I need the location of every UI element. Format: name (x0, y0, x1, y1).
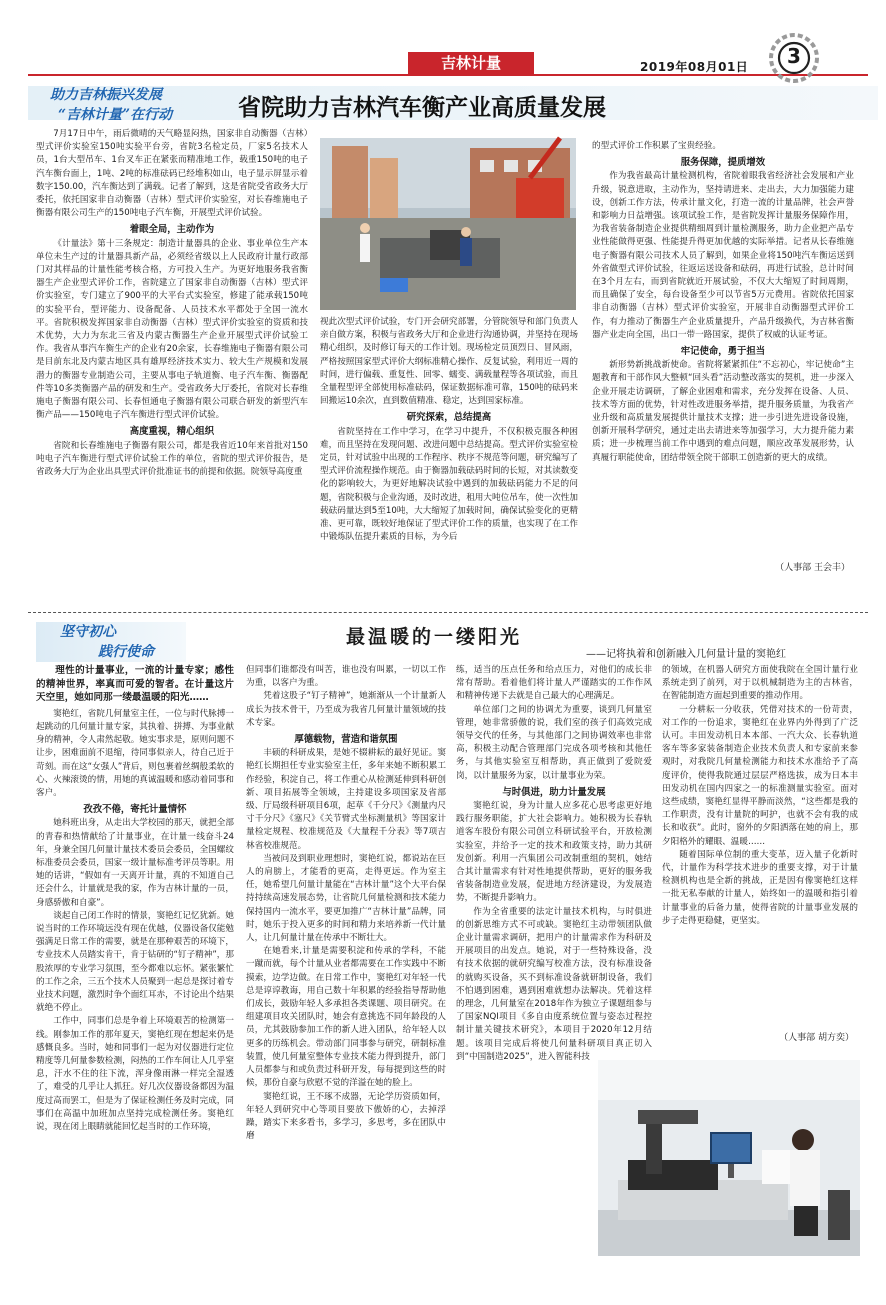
subheading: 高度重视，精心组织 (129, 426, 215, 438)
article2-slogan-line1: 坚守初心 (60, 624, 116, 640)
article2-column-4: 的领域，在机器人研究方面使我院在全国计量行业系统走到了前列，对于以机械制造为主的吉林省，在智能制造方面起到重要的推动作用。 一分耕耘一分收获，凭借对技术的一份苛责，对工作的一份追求，窦艳红在业界内外得到了广泛认可。丰田发动机日本本部、一汽大众、长春轨道客车等多家装备制造企业技术负责人和专家前来参观时，对我院几何量检测能力和技术水准给予了高度评价，使得我院通过层层严格选拔，成为日本丰田发动机在国内四家之一的标准测量实验室。面对这些成绩，窦艳红显得平静而淡然，“这些都是我的工作职责，没有计量院的呵护，也就不会有我的成长和收获”。此时，窗外的夕阳洒落在她的肩上，那夕阳格外的耀眼、温暖…… 随着国际单位制的重大变革，迈入量子化新时代，计量作为科学技术进步的重要支撑，对于计量检测机构也是全新的挑战，正是因有像窦艳红这样一批无私奉献的计量人，始终如一的温暖和指引着计量事业的后备力量，使得省院的计量事业发展的步子走得更稳健，更坚实。 (662, 664, 858, 1024)
article1-column-3: 的型式评价工作积累了宝贵经验。 服务保障，提质增效 作为我省最高计量检测机构，省院着眼我省经济社会发展和产业升级，锐意进取，主动作为，坚持请进来、走出去，大力加强能力建设，创新工作方法，传承计量文化，打造一流的计量品牌，社会声誉和影响力日益增强。该项试验工作，是省院发挥计量服务保障作用，为我省装备制造企业提供精细周到计量检测服务，助力企业把产品专业性能做得更强、性能提升得更加优越的实际举措。记者从长春维施电子衡器有限公司技术人员了解到，如果企业将150吨汽车衡运送到外省做型式评价试验，往返运送设备和砝码，再进行试验，总计时间在3个月左右，而到省院就近开展试验，不仅大大缩短了时间周期，而且确保了安全，每台设备至少可以节省5万元费用。省院依托国家非自动衡器（吉林）型式评价实验室，开展非自动衡器型式评价工作，有力推动了衡器生产企业质量提升，产品升级换代，为吉林省衡器产业走向全国，出口一带一路国家，提供了权威的认证考证。 牢记使命，勇于担当 新形势新挑战新使命。省院将紧紧抓住“不忘初心，牢记使命”主题教育和干部作风大整顿“回头看”活动整改落实的契机，进一步深入企业开展走访调研，了解企业困难和需求，充分发挥在设备、人员、技术等方面的优势，针对性改进服务举措，提升服务质量，为我省产业升级和高质量发展提供计量技术支撑；进一步引进先进设备设施，创新开展科学研究，通过走出去请进来等加强学习，大力提升能力素质；进一步梳理当前工作中遇到的难点问题，顺应改革发展形势，认真履行职能使命，团结带领全院干部职工创造新的更大的成绩。 (592, 140, 854, 550)
paragraph: 当被问及到职业理想时，窦艳红说，都说站在巨人的肩膀上，才能看的更高，走得更远。作为室主任，她希望几何量计量能在“吉林计量”这个大平台保持持续高速发展态势，让省院几何量检测和技术能力保持国内一流水平，要更加推广“吉林计量”品牌，同时，她乐于投入更多的时间和精力来培养新一代计量人，让几何量计量在传承中不断壮大。 (246, 853, 446, 944)
article1-credit: （人事部 王会丰） (775, 563, 850, 573)
article2-credit: （人事部 胡方奕） (779, 1033, 854, 1043)
paragraph: 省院坚持在工作中学习，在学习中提升，不仅积极克服各种困难，而且坚持在发现问题、改进问题中总结提高。型式评价实验室检定员，针对试验中出现的工作程序、秩序不规范等问题，研究编写了型式评价流程操作规范。由于衡器加载砝码时间的长短，对其读数变化的影响较大，为更好地解决试验中遇到的加载砝码能力不足的问题，省院积极与企业沟通，及时改进，租用大吨位吊车，使一次性加载砝码量达到5至10吨，大大缩短了加载时间，确保试验变化的更精准、更可靠，既较好地保证了型式评价工作的质量，也实现了在工作中锻炼队伍提升素质的目标，为今后 (320, 426, 578, 543)
paragraph: 在她看来,计量是需要积淀和传承的学科，不能一蹴而就，每个计量从业者都需要在工作实践中不断摸索，边学边做。在日常工作中，窦艳红对年轻一代总是谆谆教诲，用自己数十年积累的经验指导帮助他们成长，鼓励年轻人多承担各类课题、项目研究。在组建项目攻关团队时，她会有意挑选不同年龄段的人员，尤其鼓励参加工作的新人进入团队，给年轻人以更多的历练机会。带动部门同事参与研究，研制标准装置，使几何量室整体专业技术能力得到提升，部门人员都参与和或负责过科研开发，每每提到这些的时候，那份自豪与欣慰不觉的洋溢在她的脸上。 (246, 946, 446, 1089)
paragraph: 作为全省重要的法定计量技术机构，与时俱进的创新思维方式不可或缺。窦艳红主动带领团队做企业计量需求调研，把用户的计量需求作为科研及开展项目的出发点。她说，对于一些特殊设备，没有技术依据的就研究编写校准方法，没有标准设备的就购买设备，买不到标准设备就研制设备，我们不怕遇到困难，遇到困难就想办法解决。凭着这样的理念，几何量室在2018年作为独立子课题组参与了国家NQI项目《多自由度系统位置与姿态过程控制计量关键技术研究》，本项目于2020年12月结题。该项目完成后将使几何量科研项目真正切入到“中国制造2025”，进入智能科技 (456, 906, 652, 1062)
photo-measurement-lab (598, 1060, 860, 1256)
paragraph: 窦艳红说，王不琢不成器，无论学历资质如何，年轻人到研究中心等项目要放下傲娇的心，去掉浮躁，踏实下来多看书，多学习，多思考，多在团队中磨 (246, 1091, 446, 1142)
subheading: 着眼全局，主动作为 (129, 224, 215, 236)
paragraph: 单位部门之间的协调尤为重要，谈到几何量室管理，她非常骄傲的说，我们室的孩子们高效完成领导交代的任务，与其他部门之间协调效率也非常高，积极主动配合管理部门完成各项考核和其他任务，与其他实验室互相帮助，真正做到了爱院爱岗，以计量服务为家，以计量事业为荣。 (456, 704, 652, 781)
paragraph: 省院和长春维施电子衡器有限公司，都是我省近10年来首批对150吨电子汽车衡进行型式评价试验工作的单位，省院的型式评价报告，是省政务大厅为企业出具型式评价批准证书的前提和依据。院领导高度重 (36, 440, 308, 478)
subheading: 孜孜不倦，寄托计量情怀 (83, 804, 187, 816)
article-separator (28, 612, 868, 613)
issue-date: 2019年08月01日 (640, 60, 749, 74)
paragraph: 凭着这股子“钉子精神”，她渐渐从一个计量新人成长为技术骨干，乃至成为我省几何量计量领域的技术专家。 (246, 691, 446, 728)
paragraph: 她科班出身，从走出大学校园的那天，就把全部的青春和热情献给了计量事业，在计量一线奋斗24年，身兼全国几何量计量技术委员会委员，全国螺纹标准委员会委员，国家一级计量标准考评员等职。用她的话讲，“假如有一天离开计量，真的不知道自己还会什么，计量就是我的家，作为吉林计量的一员，身感骄傲和自豪”。 (36, 818, 234, 908)
subheading: 服务保障，提质增效 (680, 157, 766, 169)
article2-column-1 (36, 664, 234, 1294)
article2-headline: 最温暖的一缕阳光 (346, 626, 523, 648)
photo-truck-scale-test (320, 138, 576, 310)
article2-subheadline: ——记将执着和创新融入几何量计量的窦艳红 (586, 649, 786, 660)
page-number: 3 (787, 44, 801, 68)
subheading: 牢记使命，勇于担当 (680, 346, 766, 358)
paragraph: 作为我省最高计量检测机构，省院着眼我省经济社会发展和产业升级，锐意进取，主动作为，坚持请进来、走出去，大力加强能力建设，创新工作方法，传承计量文化，打造一流的计量品牌，社会声誉和影响力日益增强。该项试验工作，是省院发挥计量服务保障作用，为我省装备制造企业提供精细周到计量检测服务，助力企业把产品专业性能做得更强、性能提升得更加优越的实际举措。记者从长春维施电子衡器有限公司技术人员了解到，如果企业将150吨汽车衡运送到外省做型式评价试验，往返运送设备和砝码，再进行试验，总计时间在3个月左右，而到省院就近开展试验，不仅大大缩短了时间周期，而且确保了安全，每台设备至少可以节省5万元费用。省院依托国家非自动衡器（吉林）型式评价实验室，开展非自动衡器型式评价工作，有力推动了衡器生产企业质量提升，产品升级换代，为吉林省衡器产业走向全国，出口一带一路国家，提供了权威的认证考证。 (592, 171, 854, 340)
subheading: 厚德载物，营造和谐氛围 (294, 734, 398, 746)
section-badge: 吉林计量 (408, 52, 534, 74)
subheading: 与时俱进，助力计量发展 (502, 786, 606, 798)
paragraph: 新形势新挑战新使命。省院将紧紧抓住“不忘初心，牢记使命”主题教育和干部作风大整顿“回头看”活动整改落实的契机，进一步深入企业开展走访调研，了解企业困难和需求，充分发挥在设备、人员、技术等方面的优势，针对性改进服务举措，提升服务质量，为我省产业升级和高质量发展提供计量技术支撑；进一步引进先进设备设施，创新开展科学研究，通过走出去请进来等加强学习，大力提升能力素质；进一步梳理当前工作中遇到的难点问题，顺应改革发展形势，认真履行职能使命，团结带领全院干部职工创造新的更大的成绩。 (592, 360, 854, 463)
paragraph: 随着国际单位制的重大变革，迈入量子化新时代，计量作为科学技术进步的重要支撑，对于计量检测机构也是全新的挑战，正是因有像窦艳红这样一批无私奉献的计量人，始终如一的温暖和指引着计量事业的后备力量，使得省院的计量事业发展的步子走得更稳健，更坚实。 (662, 849, 858, 926)
subheading: 研究探索，总结提高 (406, 412, 492, 424)
paragraph: 窦艳红说，身为计量人应多花心思考虑更好地践行服务职能，扩大社会影响力。她积极为长春轨道客车股份有限公司创立科研试验平台，开放检测实验室，并给予一定的技术和政策支持，助力其研发创新。利用一汽集团公司改制重组的契机，她结合其计量需求有针对性地提供帮助，更好的服务我省装备制造业发展，促进地方经济建设，为发展造势，不断提升影响力。 (456, 801, 652, 904)
paragraph: 丰硕的科研成果，是她不辍耕耘的最好见证。窦艳红长期担任专业实验室主任，多年来她不断积累工作经验，积淀自己，将工作重心从检测延伸到科研创新、项目拓展等全领域，主持建设多项国家及省部级、厅局级科研项目6项，起草《千分尺》《测量内尺寸千分尺》《塞尺》《关节臂式坐标测量机》等国家计量检定规程、校准规范及《大量程千分表》等7项吉林省校准规范。 (246, 748, 446, 851)
paragraph: 7月17日中午，雨后微晴的天气略显闷热，国家非自动衡器（吉林）型式评价实验室150吨实验平台旁，省院3名检定员，厂家5名技术人员，1台大型吊车、1台叉车正在紧张而精准地工作，载重150吨的电子汽车衡台面上，1吨、2吨的标准砝码已经堆积如山，电子显示屏显示着数字150.00，汽车衡达到了满载。记者了解到，这是省院受省政务大厅委托，依托国家非自动衡器（吉林）型式评价实验室，对长春维施电子衡器有限公司生产的150吨电子汽车衡，开展型式评价试验。 (36, 129, 308, 219)
article2-column-2: 但同事们谁都没有叫苦，谁也没有叫累，一切以工作为重，以客户为重。 凭着这股子“钉子精神”，她渐渐从一个计量新人成长为技术骨干，乃至成为我省几何量计量领域的技术专家。 厚德载物，营造和谐氛围 丰硕的科研成果，是她不辍耕耘的最好见证。窦艳红长期担任专业实验室主任，多年来她不断积累工作经验，积淀自己，将工作重心从检测延伸到科研创新、项目拓展等全领域，主持建设多项国家及省部级、厅局级科研项目6项，起草《千分尺》《测量内尺寸千分尺》《塞尺》《关节臂式坐标测量机》等国家计量检定规程、校准规范及《大量程千分表》等7项吉林省校准规范。 当被问及到职业理想时，窦艳红说，都说站在巨人的肩膀上，才能看的更高，走得更远。作为室主任，她希望几何量计量能在“吉林计量”这个大平台保持持续高速发展态势，让省院几何量检测和技术能力保持国内一流水平，要更加推广“吉林计量”品牌，同时，她乐于投入更多的时间和精力来培养新一代计量人，让几何量计量在传承中不断壮大。 在她看来,计量是需要积淀和传承的学科，不能一蹴而就，每个计量从业者都需要在工作实践中不断摸索，边学边做。在日常工作中，窦艳红对年轻一代总是谆谆教诲，用自己数十年积累的经验指导帮助他们成长，鼓励年轻人多承担各类课题、项目研究。在组建项目攻关团队时，她会有意挑选不同年龄段的人员，尤其鼓励参加工作的新人进入团队，给年轻人以更多的历练机会。带动部门同事参与研究，研制标准装置，使几何量室整体专业技术能力得到提升，部门人员都参与和或负责过科研开发，每每提到这些的时候，那份自豪与欣慰不觉的洋溢在她的脸上。 窦艳红说，王不琢不成器，无论学历资质如何，年轻人到研究中心等项目要放下傲娇的心，去掉浮躁，踏实下来多看书，多学习，多思考，多在团队中磨 (246, 664, 446, 1294)
paragraph: 工作中，同事们总是争着上环境艰苦的检测第一线。刚参加工作的那年夏天，窦艳红现在想起来仍是感慨良多。当时，她和同事们一起为对仪器进行定位精度等几何量参数检测，闷热的工作车间让人几乎窒息，汗水不住的往下流，浑身像雨淋一样完全湿透了，难受的几乎让人抓狂。好几次仪器设备都因为温度过高而罢工，但是为了保证检测任务及时完成，同事们在高温中加班加点坚持完成检测任务。窦艳红说，现在闭上眼睛就能回忆起当时的工作环境， (36, 1016, 234, 1133)
article2-column-3: 练，适当的压点任务和给点压力，对他们的成长非常有帮助。看着他们将计量人严谨踏实的工作作风和精神传递下去就是自己最大的心理满足。 单位部门之间的协调尤为重要，谈到几何量室管理，她非常骄傲的说，我们室的孩子们高效完成领导交代的任务，与其他部门之间协调效率也非常高，积极主动配合管理部门完成各项考核和其他任务，与其他实验室互相帮助，真正做到了爱院爱岗，以计量服务为家，以计量事业为荣。 与时俱进，助力计量发展 窦艳红说，身为计量人应多花心思考虑更好地践行服务职能，扩大社会影响力。她积极为长春轨道客车股份有限公司创立科研试验平台，开放检测实验室，并给予一定的技术和政策支持，助力其研发创新。利用一汽集团公司改制重组的契机，她结合其计量需求有针对性地提供帮助，更好的服务我省装备制造业发展，促进地方经济建设，为发展造势，不断提升影响力。 作为全省重要的法定计量技术机构，与时俱进的创新思维方式不可或缺。窦艳红主动带领团队做企业计量需求调研，把用户的计量需求作为科研及开展项目的出发点。她说，对于一些特殊设备，没有技术依据的就研究编写校准方法，没有标准设备的就购买设备，买不到标准设备就研制设备，我们不怕遇到困难，遇到困难就想办法解决。凭着这样的理念，几何量室在2018年作为独立子课题组参与了国家NQI项目《多自由度系统位置与姿态过程控制计量关键技术研究》，本项目于2020年12月结题。该项目完成后将使几何量科研项目真正切入到“中国制造2025”，进入智能科技 (456, 664, 652, 1036)
banner-slogan-line2: “吉林计量”在行动 (58, 107, 173, 123)
article1-column-2: 视此次型式评价试验，专门开会研究部署，分管院领导和部门负责人亲自做方案，积极与省政务大厅和企业进行沟通协调，并坚持在现场精心组织，及时修订每天的工作计划。现场检定员顶烈日、冒风雨，严格按照国家型式评价大纲标准精心操作、反复试验，利用近一周的时间，进行偏载、重复性、回零、蠕变、满载量程等各项试验，而且全量程型评全部使用标准砝码，保证数据标准可靠，150吨的砝码来回搬运10余次，直到数值精准、稳定，达到国家标准。 研究探索，总结提高 省院坚持在工作中学习，在学习中提升，不仅积极克服各种困难，而且坚持在发现问题、改进问题中总结提高。型式评价实验室检定员，针对试验中出现的工作程序、秩序不规范等问题，研究编写了型式评价流程操作规范。由于衡器加载砝码时间的长短，对其读数变化的影响较大，为更好地解决试验中遇到的加载砝码能力不足的问题，省院积极与企业沟通，及时改进，租用大吨位吊车，使一次性加载砝码量达到5至10吨，大大缩短了加载时间，确保试验变化的更精准、更可靠，既较好地保证了型式评价工作的质量，也实现了在工作中锻炼队伍提升素质的目标，为今后 (320, 316, 578, 608)
page-number-emblem (768, 32, 820, 84)
banner-slogan-line1: 助力吉林振兴发展 (50, 87, 162, 103)
article1-column-1 (36, 128, 308, 608)
paragraph: 窦艳红，省院几何量室主任，一位与时代脉搏一起跳动的几何量计量专家，其执着、拼搏、为事业献身的精神，令人肃然起敬。她实事求是，原则问题不让步，困难面前不退缩，待同事似亲人，待自己近于苛刻。而在这“女强人”背后，则包裹着丝绸般柔软的心、火辣滚烫的情，用她的真诚温暖和感动着同事和客户。 (36, 708, 234, 798)
paragraph: 《计量法》第十三条规定：制造计量器具的企业、事业单位生产本单位未生产过的计量器具新产品，必须经省级以上人民政府计量行政部门对其样品的计量性能考核合格，方可投入生产。为更好地服务我省衡器生产企业型式评价工作，省院建立了国家非自动衡器（吉林）型式评价实验室，专门建立了900平的大平台式实验室，修建了能承载150吨的实验平台，型评能力、设备配备、人员技术水平都处于全国一流水平。省院积极发挥国家非自动衡器（吉林）型式评价实验室的资质和技术优势，大力为东北三省及内蒙古衡器生产企业开展型式评价试验工作。我省从事汽车衡生产的企业有20余家，长春维施电子衡器有限公司是目前东北及内蒙古地区具有雄厚经济技术实力、较大生产规模和发展潜力的衡器专业制造公司，主要从事电子轨道衡、电子汽车衡、衡器配件等10多类衡器产品的研发和生产。受省政务大厅委托，省院对长春维施电子衡器有限公司、长春恒通电子衡器有限公司联合研发的新型汽车衡产品——150吨电子汽车衡进行型式评价试验。 (36, 238, 308, 421)
article2-lead: 理性的计量事业，一流的计量专家；感性的精神世界，率真而可爱的智者。在计量这片天空里，她如同那一缕最温暖的阳光…… (36, 665, 234, 704)
paragraph: 谈起自己闭工作时的情景，窦艳红记忆犹新。她说当时的工作环境远没有现在优越，仪器设备仅能勉强满足日常工作的需要，就是在那种艰苦的环境下，专业技术人员踏实肯干，肯于钻研的“钉子精神”，那股浓厚的专业学习氛围，至今都难以忘怀。紧张繁忙的工作之余，三五个技术人员聚到一起总是探讨着专业技术问题，激烈时争个面红耳赤，不讨论出个结果就绝不停止。 (36, 910, 234, 1014)
paragraph: 一分耕耘一分收获，凭借对技术的一份苛责，对工作的一份追求，窦艳红在业界内外得到了广泛认可。丰田发动机日本本部、一汽大众、长春轨道客车等多家装备制造企业技术负责人和专家前来参观时，对我院几何量检测能力和技术水准给予了高度评价，使得我院通过层层严格选拔，成为日本丰田发动机在国内四家之一的标准测量实验室。面对这些成绩，窦艳红显得平静而淡然，“这些都是我的工作职责，没有计量院的呵护，也就不会有我的成长和收获”。此时，窗外的夕阳洒落在她的肩上，那夕阳格外的耀眼、温暖…… (662, 704, 858, 847)
headline: 省院助力吉林汽车衡产业高质量发展 (238, 94, 606, 121)
article2-slogan-line2: 践行使命 (98, 644, 154, 660)
